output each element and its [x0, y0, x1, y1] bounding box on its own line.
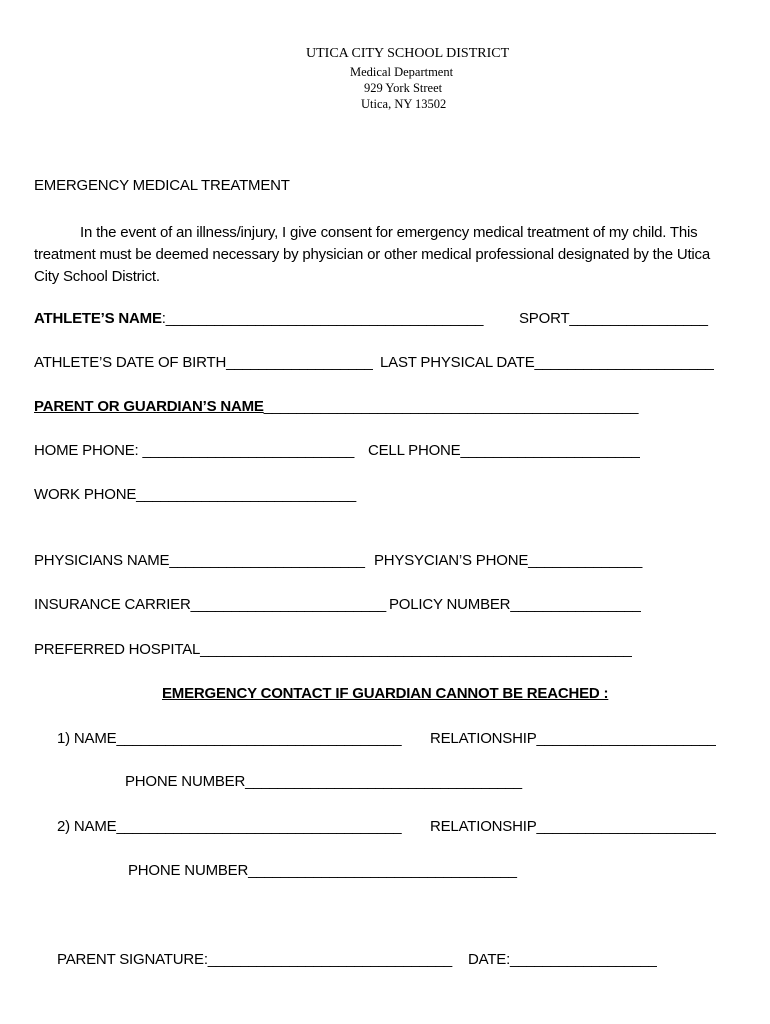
- consent-paragraph: [34, 222, 714, 288]
- insurance-carrier-field[interactable]: INSURANCE CARRIER________________________: [34, 596, 387, 613]
- home-phone-field[interactable]: HOME PHONE: __________________________: [34, 442, 355, 459]
- section-title: EMERGENCY MEDICAL TREATMENT: [34, 177, 290, 194]
- street-address: 929 York Street: [364, 81, 443, 95]
- athlete-name-label: ATHLETE’S NAME: [34, 310, 162, 327]
- contact2-phone-field[interactable]: PHONE NUMBER_________________________________: [128, 862, 517, 879]
- consent-text: In the event of an illness/injury, I give consent for emergency medical treatment of my child. This treatment must be deemed necessary by physician or other medical professional designated by the Utica City School District.: [34, 224, 711, 285]
- physician-name-field[interactable]: PHYSICIANS NAME________________________: [34, 552, 365, 569]
- city-address: Utica, NY 13502: [361, 97, 447, 111]
- guardian-name-label: PARENT OR GUARDIAN’S NAME: [34, 398, 264, 415]
- department-name: Medical Department: [350, 65, 454, 79]
- guardian-name-field[interactable]: [34, 398, 638, 415]
- contact2-name-field[interactable]: 2) NAME___________________________________: [57, 818, 402, 835]
- contact1-relationship-field[interactable]: RELATIONSHIP______________________: [430, 730, 716, 747]
- cell-phone-field[interactable]: CELL PHONE______________________: [368, 442, 640, 459]
- athlete-dob-field[interactable]: ATHLETE’S DATE OF BIRTH__________________: [34, 354, 373, 371]
- emergency-contact-heading-text: EMERGENCY CONTACT IF GUARDIAN CANNOT BE REACHED :: [162, 685, 609, 702]
- emergency-contact-heading: [162, 685, 608, 702]
- contact2-relationship-field[interactable]: RELATIONSHIP______________________: [430, 818, 716, 835]
- sport-field[interactable]: SPORT_________________: [519, 310, 708, 327]
- athlete-name-line[interactable]: :_______________________________________: [161, 310, 484, 327]
- physician-phone-field[interactable]: PHYSYCIAN’S PHONE______________: [374, 552, 643, 569]
- parent-signature-field[interactable]: PARENT SIGNATURE:______________________________: [57, 951, 453, 968]
- guardian-name-line[interactable]: ______________________________________________: [263, 398, 639, 415]
- work-phone-field[interactable]: WORK PHONE___________________________: [34, 486, 357, 503]
- preferred-hospital-field[interactable]: PREFERRED HOSPITAL_____________________________________________________: [34, 641, 632, 658]
- policy-number-field[interactable]: POLICY NUMBER________________: [389, 596, 641, 613]
- last-physical-field[interactable]: LAST PHYSICAL DATE______________________: [380, 354, 714, 371]
- athlete-name-field[interactable]: [34, 310, 483, 327]
- district-name: UTICA CITY SCHOOL DISTRICT: [306, 46, 510, 61]
- contact1-phone-field[interactable]: PHONE NUMBER__________________________________: [125, 773, 522, 790]
- signature-date-field[interactable]: DATE:__________________: [468, 951, 657, 968]
- contact1-name-field[interactable]: 1) NAME___________________________________: [57, 730, 402, 747]
